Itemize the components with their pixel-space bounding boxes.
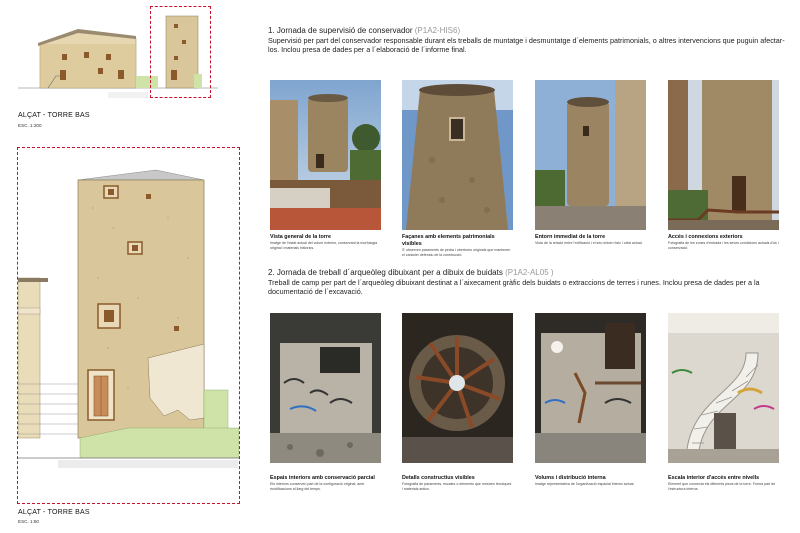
photo-caption-7-title: Volums i distribució interna	[535, 475, 606, 481]
photo-interior-spaces	[270, 313, 381, 463]
photo-caption-2	[402, 234, 513, 257]
photo-caption-7-desc: Imatge representativa de l'organització espacial interior actual.	[535, 482, 635, 486]
photo-caption-8-desc: Element que connecta els diferents pisos de la torre. Forma part de l'estructura interna.	[668, 482, 776, 491]
photo-caption-6	[402, 475, 513, 491]
photo-caption-7	[535, 475, 646, 487]
elevation-large-drawing	[18, 148, 239, 503]
photo-spiral-staircase	[668, 313, 779, 463]
elevation-small-label: ALÇAT - TORRE BAS	[18, 112, 90, 119]
photo-caption-1	[270, 234, 381, 250]
highlight-frame-small	[150, 6, 211, 98]
photo-caption-1-desc: Imatge de l'estat actual del volum exterior, conservant la morfologia original i materials històrics.	[270, 241, 378, 250]
photo-caption-3-title: Entorn immediat de la torre	[535, 234, 606, 240]
photo-caption-6-title: Detalls constructius visibles	[402, 475, 475, 481]
section2-title: 2. Jornada de treball d´arqueòleg dibuixant per a dibuix de buidats	[268, 268, 503, 277]
section2-code: (P1A2-AL05 )	[505, 268, 554, 277]
photo-caption-1-title: Vista general de la torre	[270, 234, 332, 240]
photo-internal-volumes	[535, 313, 646, 463]
photo-caption-4-desc: Fotografia de les zones d'entrada i les seves condicions actuals d'ús i conservació.	[668, 241, 779, 250]
photo-caption-2-desc: S' observen paraments de pedra i obertures originals que mantenen el caràcter defensiu de la construcció.	[402, 248, 511, 257]
photo-caption-3	[535, 234, 646, 246]
elevation-large-scale: ESC. 1:50	[18, 519, 39, 524]
photo-access	[668, 80, 779, 230]
photo-tower-general	[270, 80, 381, 230]
section1-code: (P1A2-HIS6)	[414, 26, 461, 35]
section2-heading	[268, 268, 554, 277]
photo-facade	[402, 80, 513, 230]
elevation-small-scale: ESC. 1:200	[18, 123, 42, 128]
photo-caption-8	[668, 475, 779, 491]
photo-caption-3-desc: Vista de la relació entre l'edificació i el seu entorn físic i urbà actual.	[535, 241, 643, 245]
section1-description: Supervisió per part del conservador responsable durant els treballs de muntatge i desmuntatge d´elements patrimonials, o altres intervencions que puguin afectar-los. Inclou presa de dades per a l´elaboració de l´informe final.	[268, 36, 785, 54]
section1-title: 1. Jornada de supervisió de conservador	[268, 26, 413, 35]
photo-caption-5-title: Espais interiors amb conservació parcial	[270, 475, 375, 481]
photo-caption-6-desc: Fotografia de paraments, escales o elements que mostren tècniques i materials antics.	[402, 482, 512, 491]
photo-surroundings	[535, 80, 646, 230]
photo-caption-4	[668, 234, 779, 250]
photo-caption-5	[270, 475, 381, 491]
section2-description: Treball de camp per part de l´arqueòleg dibuixant destinat a l´aixecament gràfic dels buidats o extraccions de terres i runes. Inclou presa de dades per a la documentació de l´excavació.	[268, 278, 760, 296]
photo-construction-details	[402, 313, 513, 463]
elevation-large-label: ALÇAT - TORRE BAS	[18, 509, 90, 516]
photo-caption-8-title: Escala interior d'accés entre nivells	[668, 475, 760, 481]
photo-caption-2-title: Façanes amb elements patrimonials visibles	[402, 234, 495, 247]
photo-caption-4-title: Accés i connexions exteriors	[668, 234, 743, 240]
section1-heading	[268, 26, 460, 35]
photo-caption-5-desc: Els interiors conserven part de la configuració original, amb modificacions al llarg del temps.	[270, 482, 365, 491]
